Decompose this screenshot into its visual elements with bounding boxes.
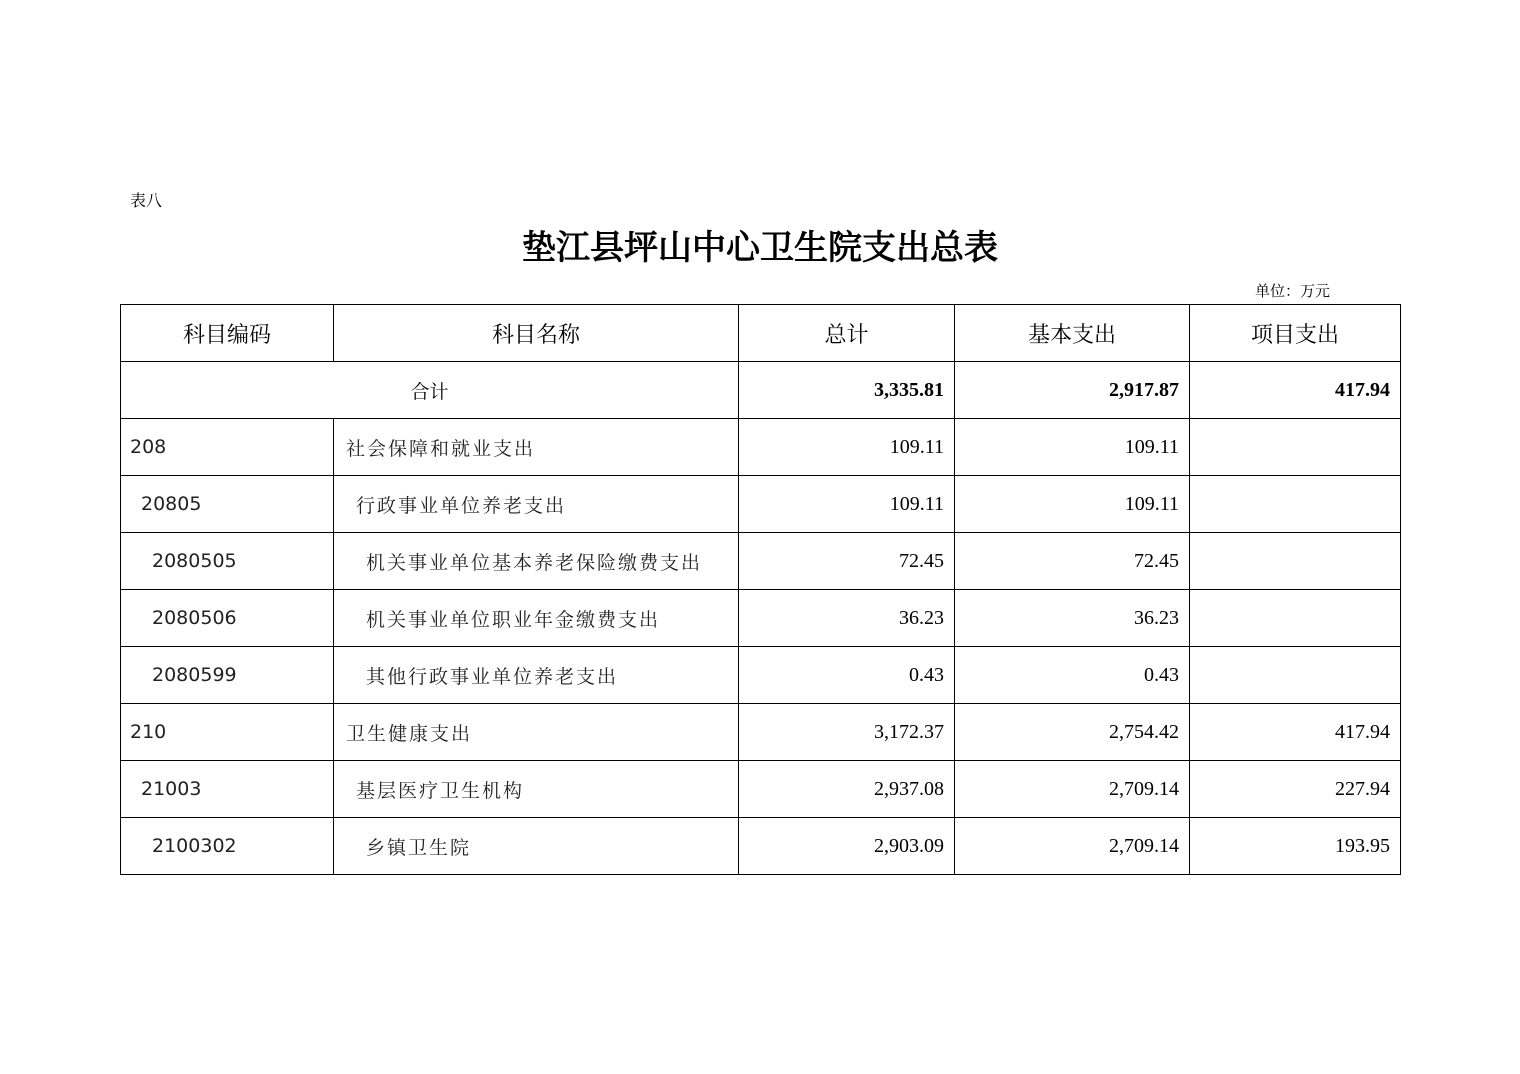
row-total: 0.43	[739, 647, 955, 704]
table-row	[121, 761, 1401, 818]
summary-label: 合计	[121, 362, 739, 419]
row-basic: 72.45	[955, 533, 1190, 590]
table-row	[121, 590, 1401, 647]
row-name: 基层医疗卫生机构	[334, 761, 739, 818]
table-header-row	[121, 305, 1401, 362]
row-total: 36.23	[739, 590, 955, 647]
header-code: 科目编码	[121, 305, 334, 362]
row-total: 72.45	[739, 533, 955, 590]
row-total: 109.11	[739, 419, 955, 476]
table-row	[121, 704, 1401, 761]
row-name: 其他行政事业单位养老支出	[334, 647, 739, 704]
row-code: 210	[121, 704, 334, 761]
row-basic: 109.11	[955, 419, 1190, 476]
row-basic: 2,754.42	[955, 704, 1190, 761]
row-total: 109.11	[739, 476, 955, 533]
row-project	[1190, 419, 1401, 476]
row-total: 2,937.08	[739, 761, 955, 818]
row-total: 3,172.37	[739, 704, 955, 761]
row-code: 2080505	[121, 533, 334, 590]
row-basic: 109.11	[955, 476, 1190, 533]
row-project: 417.94	[1190, 704, 1401, 761]
header-project: 项目支出	[1190, 305, 1401, 362]
unit-note: 单位：万元	[1255, 282, 1331, 300]
row-project	[1190, 590, 1401, 647]
row-project	[1190, 533, 1401, 590]
row-name: 乡镇卫生院	[334, 818, 739, 875]
row-name: 行政事业单位养老支出	[334, 476, 739, 533]
header-basic: 基本支出	[955, 305, 1190, 362]
table-number-label: 表八	[130, 191, 163, 210]
row-project: 227.94	[1190, 761, 1401, 818]
row-name: 机关事业单位职业年金缴费支出	[334, 590, 739, 647]
row-code: 2100302	[121, 818, 334, 875]
row-basic: 2,709.14	[955, 818, 1190, 875]
table-row	[121, 647, 1401, 704]
row-project	[1190, 647, 1401, 704]
header-name: 科目名称	[334, 305, 739, 362]
row-code: 20805	[121, 476, 334, 533]
row-code: 21003	[121, 761, 334, 818]
header-total: 总计	[739, 305, 955, 362]
table-row	[121, 818, 1401, 875]
row-code: 208	[121, 419, 334, 476]
summary-project: 417.94	[1190, 362, 1401, 419]
row-basic: 2,709.14	[955, 761, 1190, 818]
summary-total: 3,335.81	[739, 362, 955, 419]
row-code: 2080599	[121, 647, 334, 704]
table-row	[121, 533, 1401, 590]
row-name: 机关事业单位基本养老保险缴费支出	[334, 533, 739, 590]
page-title: 垫江县坪山中心卫生院支出总表	[522, 228, 998, 268]
table-row	[121, 419, 1401, 476]
row-total: 2,903.09	[739, 818, 955, 875]
row-name: 社会保障和就业支出	[334, 419, 739, 476]
row-project	[1190, 476, 1401, 533]
summary-basic: 2,917.87	[955, 362, 1190, 419]
summary-row	[121, 362, 1401, 419]
row-project: 193.95	[1190, 818, 1401, 875]
row-basic: 0.43	[955, 647, 1190, 704]
row-code: 2080506	[121, 590, 334, 647]
table-row	[121, 476, 1401, 533]
expense-table	[120, 304, 1401, 875]
row-basic: 36.23	[955, 590, 1190, 647]
row-name: 卫生健康支出	[334, 704, 739, 761]
